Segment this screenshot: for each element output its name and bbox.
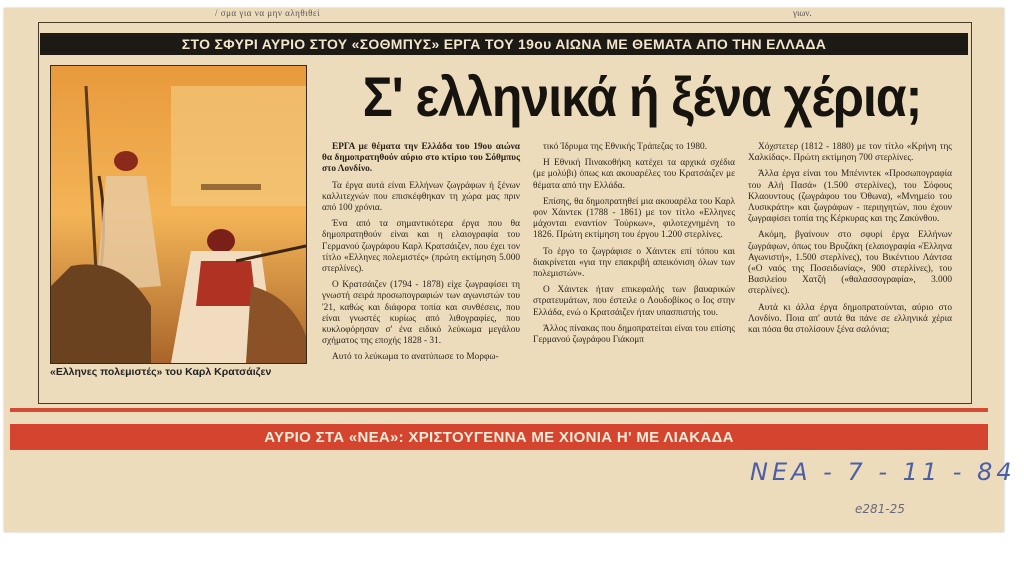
red-banner: ΑΥΡΙΟ ΣΤΑ «ΝΕΑ»: ΧΡΙΣΤΟΥΓΕΝΝΑ ΜΕ ΧΙΟΝΙΑ Η' ΜΕ ΛΙΑΚΑΔΑ <box>10 424 988 450</box>
paragraph: Ο Χάιντεκ ήταν επικεφαλής των βαυαρικών στρατευμάτων, που έστειλε ο Λουδοβίκος ο Ιος στην Ελλάδα, ενώ ο Κρατσάιζεν ήταν υπασπιστής του. <box>533 285 735 318</box>
paragraph: Ακόμη, βγαίνουν στο σφυρί έργα Ελλήνων ζωγράφων, όπως του Βρυζάκη (ελαιογραφία «Έλληνα Αγωνιστή», 1.500 στερλίνες), του Βικέντιου Λάντσα («Ο ναός της Ποσειδωνίας», 900 στερλίνες), του Βασιλείου Χατζή («θαλασσογραφία», 3.000 στερλίνες). <box>748 230 952 297</box>
painting-caption: «Ελληνες πολεμιστές» του Καρλ Κρατσάιζεν <box>50 366 272 378</box>
handwritten-code: e281-25 <box>855 502 905 516</box>
paragraph: Αυτό το λεύκωμα το ανατύπωσε το Μορφω- <box>332 352 499 363</box>
scrap-text-top-left: / σμα για να μην αληθιθεί <box>215 8 321 18</box>
paragraph: Η Εθνική Πινακοθήκη κατέχει τα αρχικά σχέδια (με μολύβι) όπως και ακουαρέλες του Κρατσάιζεν με θέματα από την Ελλάδα. <box>533 158 735 191</box>
red-rule <box>10 408 988 412</box>
article-column-3 <box>748 142 952 341</box>
article-column-1 <box>322 142 520 369</box>
paragraph: Το έργο το ζωγράφισε ο Χάιντεκ επί τόπου και διακρίνεται «για την επακριβή απεικόνιση όλων των πολεμιστών». <box>533 246 735 280</box>
paragraph: Ένα από τα σημαντικότερα έργα που θα δημοπρατηθούν είναι και η ελαιογραφία του Γερμανού ζωγράφου Καρλ Κρατσάιζεν, που έχει τον τίτλο «Ελληνες πολεμιστές» (πρώτη εκτίμηση 5.000 στερλίνες). <box>322 219 520 275</box>
article-column-2 <box>533 142 735 351</box>
lead-paragraph: ΕΡΓΑ με θέματα την Ελλάδα του 19ου αιώνα θα δημοπρατηθούν αύριο στο κτίριο του Σόθμπυς στο Λονδίνο. <box>322 142 520 175</box>
paragraph: Αυτά κι άλλα έργα δημοπρατούνται, αύριο στο Λονδίνο. Ποια απ' αυτά θα πάνε σε ελληνικά χέρια και πόσα θα στολίσουν ξένα σαλόνια; <box>748 302 952 336</box>
paragraph: Επίσης, θα δημοπρατηθεί μια ακουαρέλα του Καρλ φον Χάιντεκ (1788 - 1861) με τον τίτλο «Ελληνες μάχονται εναντίον Τούρκων», φιλοτεχνημένη το 1826. Πρώτη εκτίμηση του έργου 1.200 στερλίνες. <box>533 196 735 241</box>
paragraph: Άλλος πίνακας που δημοπρατείται είναι του επίσης Γερμανού ζωγράφου Γιάκομπ <box>533 323 735 346</box>
paragraph: Άλλα έργα είναι του Μπένιντεκ «Προσωπογραφία του Αλή Πασά» (1.500 στερλίνες), του Σόφους Κλαουντους (ζωγράφου του Όθωνα), «Μνημείο του Λυσικράτη» και ζωγράφων - περιηγητών, που έχουν ζωγραφίσει τοπία της Κέρκυρας και της Ζακύνθου. <box>748 169 952 225</box>
article-banner: ΣΤΟ ΣΦΥΡΙ ΑΥΡΙΟ ΣΤΟΥ «ΣΟΘΜΠΥΣ» ΕΡΓΑ ΤΟΥ 19ου ΑΙΩΝΑ ΜΕ ΘΕΜΑΤΑ ΑΠΟ ΤΗΝ ΕΛΛΑΔΑ <box>40 33 968 55</box>
paragraph: Τα έργα αυτά είναι Ελλήνων ζωγράφων ή ξένων καλλιτεχνών που επισκέφθηκαν τη χώρα μας πριν από 100 χρόνια. <box>322 180 520 214</box>
paragraph: τικό Ίδρυμα της Εθνικής Τράπεζας το 1980. <box>543 142 707 152</box>
painting-image <box>50 65 307 364</box>
scrap-text-top-right: γιων. <box>793 8 812 18</box>
paragraph: Χόχστετερ (1812 - 1880) με τον τίτλο «Κρήνη της Χαλκίδας». Πρώτη εκτίμηση 700 στερλίνες. <box>748 142 952 164</box>
handwritten-date: ΝΕΑ - 7 - 11 - 84 <box>750 458 1016 486</box>
paragraph: Ο Κρατσάιζεν (1794 - 1878) είχε ζωγραφίσει τη γνωστή σειρά προσωπογραφιών των αγωνιστών του '21, καθώς και διάφορα τοπία και συνθέσεις, που είναι γνωστές κυρίως από λιθογραφίες, που κυκλοφόρησαν σ' ένα ειδικό λεύκωμα μεγάλου σχήματος της εποχής 1828 - 31. <box>322 280 520 347</box>
painting-illustration <box>51 66 306 363</box>
headline: Σ' ελληνικά ή ξένα χέρια; <box>362 65 922 129</box>
